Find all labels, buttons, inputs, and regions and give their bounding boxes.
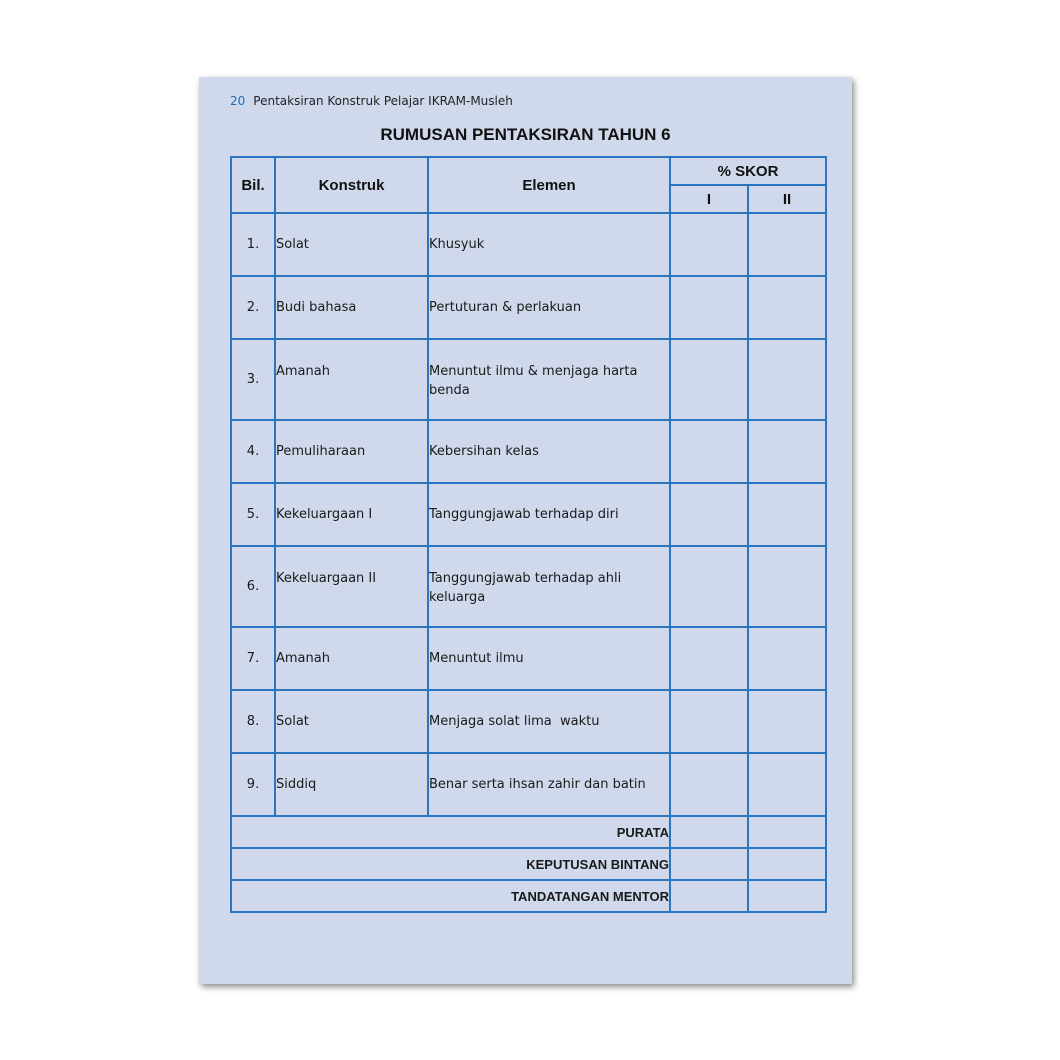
row-number: 5. <box>231 483 275 546</box>
footer-row-purata <box>231 816 826 848</box>
tandatangan-mentor-label: TANDATANGAN MENTOR <box>231 880 670 912</box>
konstruk-cell: Amanah <box>275 627 428 690</box>
running-header <box>230 94 513 108</box>
footer-row-keputusan <box>231 848 826 880</box>
table-row <box>231 483 826 546</box>
konstruk-text: Kekeluargaan II <box>276 571 377 586</box>
row-number: 9. <box>231 753 275 816</box>
elemen-cell: Khusyuk <box>428 213 670 276</box>
elemen-cell: Kebersihan kelas <box>428 420 670 483</box>
row-number: 6. <box>231 546 275 627</box>
score-2-cell[interactable] <box>748 546 826 627</box>
konstruk-cell: Kekeluargaan I <box>275 483 428 546</box>
score-2-cell[interactable] <box>748 213 826 276</box>
row-number: 8. <box>231 690 275 753</box>
score-2-cell[interactable] <box>748 753 826 816</box>
elemen-cell: Menjaga solat lima waktu <box>428 690 670 753</box>
row-number: 1. <box>231 213 275 276</box>
score-1-cell[interactable] <box>670 627 748 690</box>
elemen-cell: Benar serta ihsan zahir dan batin <box>428 753 670 816</box>
row-number: 4. <box>231 420 275 483</box>
row-number: 3. <box>231 339 275 420</box>
header-row <box>231 157 826 185</box>
konstruk-cell: Pemuliharaan <box>275 420 428 483</box>
table-row <box>231 339 826 420</box>
table-row <box>231 213 826 276</box>
footer-row-tandatangan <box>231 880 826 912</box>
konstruk-cell: Siddiq <box>275 753 428 816</box>
header-skor-1: I <box>670 185 748 213</box>
score-1-cell[interactable] <box>670 690 748 753</box>
purata-label: PURATA <box>231 816 670 848</box>
konstruk-text: Amanah <box>276 364 330 379</box>
table-row <box>231 627 826 690</box>
elemen-text: Menuntut ilmu & menjaga harta benda <box>429 364 638 398</box>
score-1-cell[interactable] <box>670 213 748 276</box>
score-1-cell[interactable] <box>670 546 748 627</box>
elemen-cell: Pertuturan & perlakuan <box>428 276 670 339</box>
keputusan-2-cell[interactable] <box>748 848 826 880</box>
header-elemen: Elemen <box>428 157 670 213</box>
keputusan-bintang-label: KEPUTUSAN BINTANG <box>231 848 670 880</box>
score-1-cell[interactable] <box>670 420 748 483</box>
table-row <box>231 420 826 483</box>
elemen-text: Tanggungjawab terhadap ahli keluarga <box>429 571 622 605</box>
score-1-cell[interactable] <box>670 483 748 546</box>
purata-score-1-cell[interactable] <box>670 816 748 848</box>
page-title: RUMUSAN PENTAKSIRAN TAHUN 6 <box>380 125 671 144</box>
score-1-cell[interactable] <box>670 339 748 420</box>
assessment-summary-table <box>230 156 827 913</box>
running-title: Pentaksiran Konstruk Pelajar IKRAM-Musleh <box>253 94 513 108</box>
tandatangan-2-cell[interactable] <box>748 880 826 912</box>
elemen-cell: Tanggungjawab terhadap diri <box>428 483 670 546</box>
header-skor: % SKOR <box>670 157 826 185</box>
konstruk-cell: Solat <box>275 690 428 753</box>
konstruk-cell <box>275 546 428 627</box>
elemen-cell <box>428 339 670 420</box>
score-2-cell[interactable] <box>748 420 826 483</box>
konstruk-cell <box>275 339 428 420</box>
score-2-cell[interactable] <box>748 627 826 690</box>
header-bil: Bil. <box>231 157 275 213</box>
table-row <box>231 690 826 753</box>
elemen-cell: Menuntut ilmu <box>428 627 670 690</box>
score-2-cell[interactable] <box>748 339 826 420</box>
page-number: 20 <box>230 94 246 108</box>
konstruk-cell: Budi bahasa <box>275 276 428 339</box>
row-number: 2. <box>231 276 275 339</box>
konstruk-cell: Solat <box>275 213 428 276</box>
header-konstruk: Konstruk <box>275 157 428 213</box>
row-number: 7. <box>231 627 275 690</box>
score-2-cell[interactable] <box>748 276 826 339</box>
table-row <box>231 753 826 816</box>
score-1-cell[interactable] <box>670 276 748 339</box>
table-row <box>231 546 826 627</box>
tandatangan-1-cell[interactable] <box>670 880 748 912</box>
purata-score-2-cell[interactable] <box>748 816 826 848</box>
score-2-cell[interactable] <box>748 483 826 546</box>
keputusan-1-cell[interactable] <box>670 848 748 880</box>
header-skor-2: II <box>748 185 826 213</box>
table-row <box>231 276 826 339</box>
score-1-cell[interactable] <box>670 753 748 816</box>
elemen-cell <box>428 546 670 627</box>
document-page <box>199 77 852 984</box>
score-2-cell[interactable] <box>748 690 826 753</box>
